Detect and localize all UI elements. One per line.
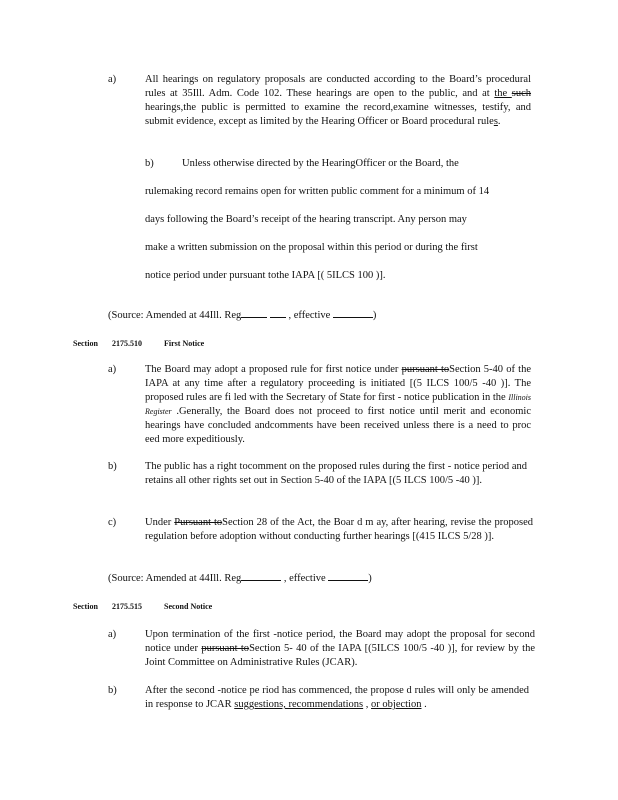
para-b-line-5: notice period under pursuant tothe IAPA [( 5ILCS 100 )]. [145, 270, 386, 281]
para-a-hearings: All hearings on regulatory proposals are conducted according to the Board’s procedural rules at 35Ill. Adm. Code 102. These hearings are open to the public, and at the such hearings,the public is permitted to examine the record,examine witnesses, testify, and submit evidence, except as limited by the Hearing Officer or Board procedural rules. [145, 74, 532, 127]
deleted-text: pursuant to [201, 643, 250, 654]
inserted-text: suggestions, recommendations [234, 699, 364, 710]
deleted-text: such [511, 88, 532, 99]
para-b-line-1: Unless otherwise directed by the HearingOfficer or the Board, the [182, 158, 459, 169]
para-a-label: a) [108, 629, 117, 640]
para-b-label: b) [108, 685, 117, 696]
inserted-text: the [494, 88, 512, 99]
para-a-second-notice: Upon termination of the first -notice period, the Board may adopt the proposal for second notice under pursuant toSection 5- 40 of the IAPA [(5ILCS 100/5 -40 )], for review by the Joint Committee on Administrative Rules (JCAR). [145, 629, 536, 668]
section-label: Section [73, 339, 98, 348]
section-number: 2175.510 [112, 339, 142, 348]
para-b-label: b) [145, 158, 154, 169]
inserted-text: s [493, 116, 498, 127]
source-note: (Source: Amended at 44Ill. Reg , effective ) [108, 310, 377, 321]
para-a-label: a) [108, 74, 117, 85]
deleted-text: pursuant to [401, 364, 450, 375]
para-b-public-comment: The public has a right tocomment on the proposed rules during the first - notice period and retains all other rights set out in Section 5-40 of the IAPA [(5 ILCS 100/5 -40 )]. [145, 461, 527, 486]
para-b-label: b) [108, 461, 117, 472]
section-number: 2175.515 [112, 602, 142, 611]
source-note: (Source: Amended at 44Ill. Reg , effective ) [108, 573, 372, 584]
publication-name: Illinois Register [145, 393, 531, 416]
section-title: Second Notice [164, 602, 213, 611]
para-a-label: a) [108, 364, 117, 375]
para-c-revise: Under Pursuant toSection 28 of the Act, the Boar d m ay, after hearing, revise the proposed regulation before adoption without conducting further hearings [(415 ILCS 5/28 )]. [145, 517, 533, 542]
para-b-line-4: make a written submission on the proposal within this period or during the first [145, 242, 478, 253]
para-b-jcar: After the second -notice pe riod has commenced, the propose d rules will only be amended in response to JCAR suggestions, recommendations , or objection . [145, 685, 529, 710]
para-b-line-3: days following the Board’s receipt of the hearing transcript. Any person may [145, 214, 467, 225]
inserted-text: or objection [371, 699, 422, 710]
deleted-text: Pursuant to [174, 517, 223, 528]
para-c-label: c) [108, 517, 117, 528]
section-label: Section [73, 602, 98, 611]
para-b-line-2: rulemaking record remains open for written public comment for a minimum of 14 [145, 186, 490, 197]
section-title: First Notice [164, 339, 205, 348]
para-a-first-notice: The Board may adopt a proposed rule for first notice under pursuant toSection 5-40 of the IAPA at any time after a regulatory proceeding is initiated [(5 ILCS 100/5 -40 )]. The proposed rules are fi led with the Secretary of State for first - notice publication in the Illinois Register .Generally, the Board does not proceed to first notice until merit and economic hearings have concluded andcomments have been received unless there is a need to proc eed more expeditiously. [145, 364, 531, 445]
